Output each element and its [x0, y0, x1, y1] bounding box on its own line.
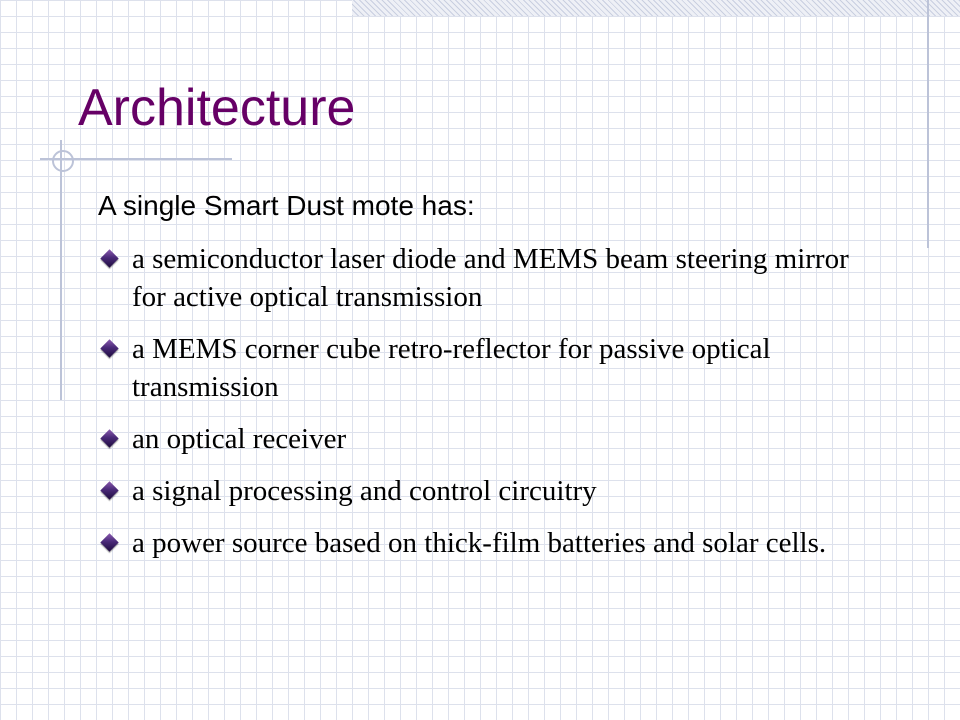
bullet-item: [98, 240, 888, 316]
diamond-bullet-icon: [100, 429, 118, 447]
diamond-bullet-icon: [100, 481, 118, 499]
bullet-text: a power source based on thick-film batteries and solar cells.: [132, 527, 827, 559]
bullet-item: [98, 524, 888, 562]
ring-decoration-icon: [52, 150, 74, 172]
bullet-text: a semiconductor laser diode and MEMS beam steering mirror for active optical transmission: [132, 243, 849, 313]
slide-subtitle: A single Smart Dust mote has:: [98, 190, 475, 221]
corner-decoration: [352, 0, 960, 16]
diamond-bullet-icon: [100, 249, 118, 267]
bullet-text: a signal processing and control circuitry: [132, 475, 597, 507]
bullet-item: [98, 472, 888, 510]
corner-vertical-line: [927, 0, 929, 248]
bullet-item: [98, 420, 888, 458]
bullet-item: [98, 330, 888, 406]
diamond-bullet-icon: [100, 339, 118, 357]
bullet-text: an optical receiver: [132, 423, 347, 455]
slide-title: Architecture: [78, 79, 356, 137]
bullet-list: [98, 240, 888, 576]
title-vertical-rule: [60, 140, 62, 400]
bullet-text: a MEMS corner cube retro-reflector for passive optical transmission: [132, 333, 771, 403]
diamond-bullet-icon: [100, 533, 118, 551]
